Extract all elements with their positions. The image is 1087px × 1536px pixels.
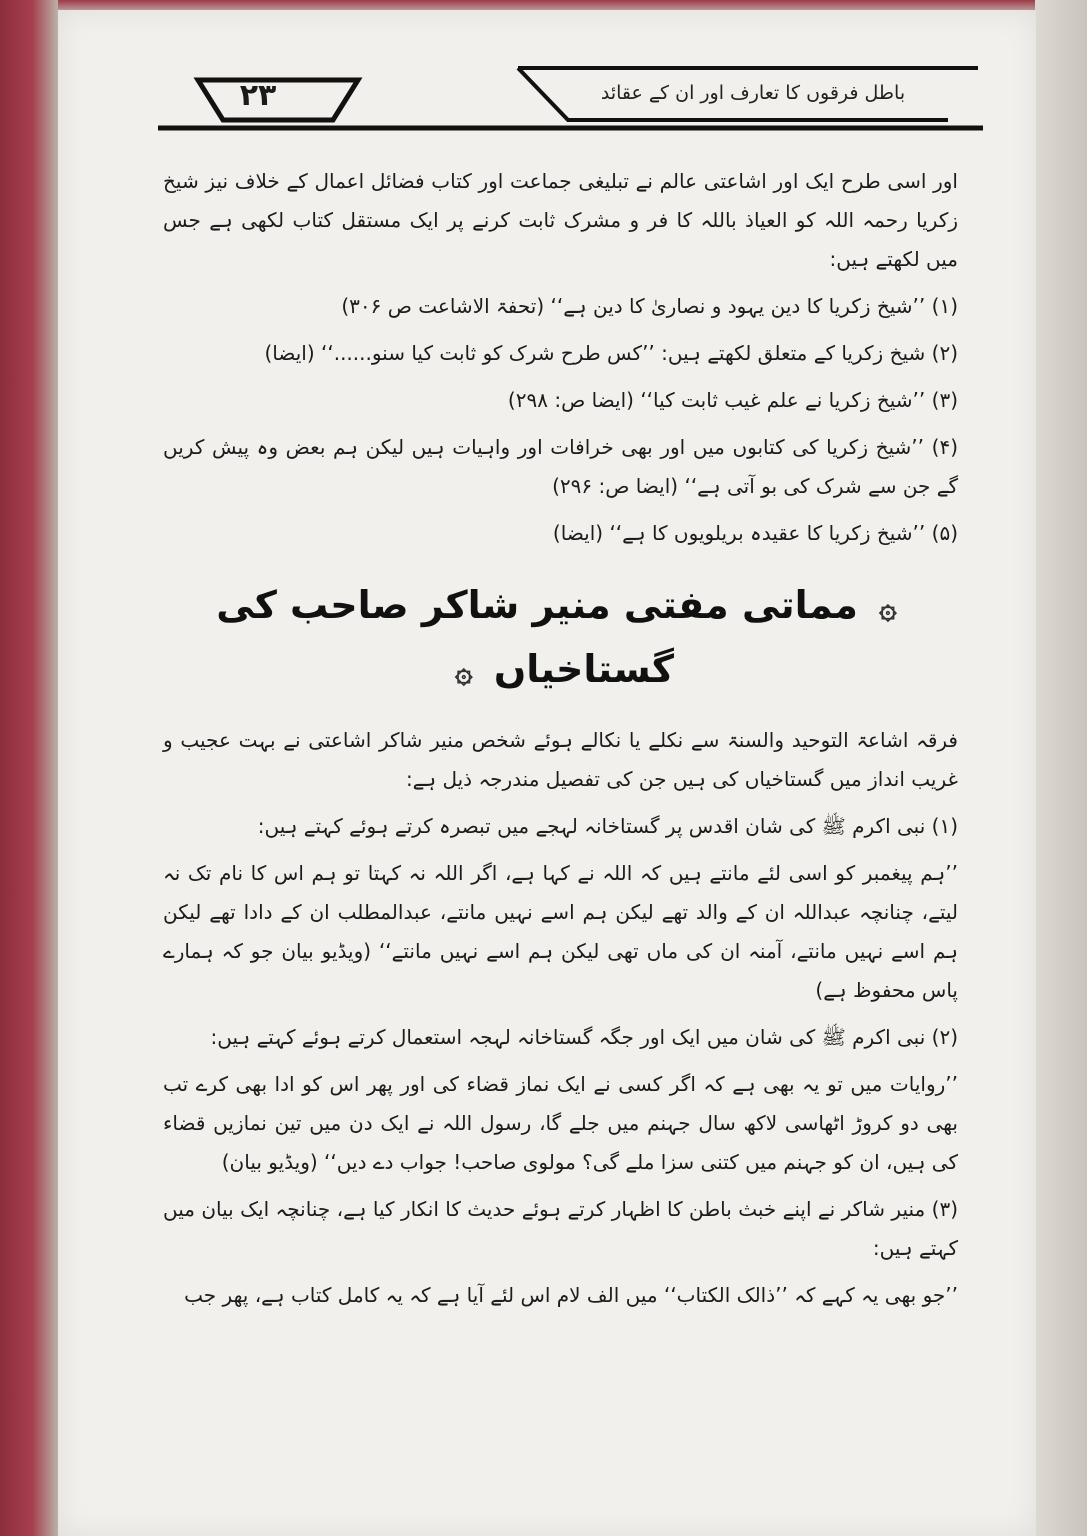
list-item: (۴) ’’شیخ زکریا کی کتابوں میں اور بھی خرافات اور واہیات ہیں لیکن ہم بعض وہ پیش کریں گے جن سے شرک کی بو آتی ہے‘‘ (ایضا ص: ۲۹۶) [163, 435, 958, 498]
section-title: مماتی مفتی منیر شاکر صاحب کی گستاخیاں [216, 583, 858, 691]
ornament-icon: ۞ [879, 591, 897, 626]
point-intro: (۲) نبی اکرم ﷺ کی شان میں ایک اور جگہ گستاخانہ لہجہ استعمال کرتے ہوئے کہتے ہیں: [210, 1025, 958, 1049]
quotation: ’’جو بھی یہ کہے کہ ’’ذالک الکتاب‘‘ میں الف لام اس لئے آیا ہے کہ یہ کامل کتاب ہے، پھر جب [184, 1283, 958, 1307]
quotation: ’’ہم پیغمبر کو اسی لئے مانتے ہیں کہ اللہ نے کہا ہے، اگر اللہ نہ کہتا تو ہم اس کا نام تک نہ لیتے، چنانچہ عبداللہ ان کے والد تھے لیکن ہم اسے نہیں مانتے، عبدالمطلب ان کے دادا تھے لیکن ہم اسے نہیں مانتے، آمنہ ان کی ماں تھی لیکن ہم اسے نہیں مانتے‘‘ (ویڈیو بیان جو کہ ہمارے پاس محفوظ ہے) [163, 861, 958, 1002]
list-item: (۵) ’’شیخ زکریا کا عقیدہ بریلویوں کا ہے‘‘ (ایضا) [552, 521, 958, 545]
list-item: (۲) شیخ زکریا کے متعلق لکھتے ہیں: ’’کس طرح شرک کو ثابت کیا سنو......‘‘ (ایضا) [264, 341, 958, 365]
point-intro: (۱) نبی اکرم ﷺ کی شان اقدس پر گستاخانہ لہجے میں تبصرہ کرتے ہوئے کہتے ہیں: [257, 814, 958, 838]
section-heading [163, 575, 958, 703]
page-body [163, 162, 958, 1323]
ornament-icon: ۞ [455, 655, 473, 690]
point-intro: (۳) منیر شاکر نے اپنے خبث باطن کا اظہار کرتے ہوئے حدیث کا انکار کیا ہے، چنانچہ ایک بیان میں کہتے ہیں: [163, 1197, 958, 1260]
page-header [158, 60, 983, 140]
running-head: باطل فرقوں کا تعارف اور ان کے عقائد [600, 82, 906, 104]
page-right-edge [1035, 0, 1087, 1536]
book-page [58, 10, 1036, 1536]
intro-paragraph: اور اسی طرح ایک اور اشاعتی عالم نے تبلیغی جماعت اور کتاب فضائل اعمال کے خلاف نیز شیخ زکریا رحمہ اللہ کو العیاذ باللہ کا فر و مشرک ثابت کرنے پر ایک مستقل کتاب لکھی ہے جس میں لکھتے ہیں: [163, 169, 958, 271]
book-spine-edge [0, 0, 58, 1536]
quotation: ’’روایات میں تو یہ بھی ہے کہ اگر کسی نے ایک نماز قضاء کی اور پھر اس کو ادا بھی کرے تب بھی دو کروڑ اٹھاسی لاکھ سال جہنم میں جلے گا، رسول اللہ نے ایک دن میں تین نمازیں قضاء کی ہیں، ان کو جہنم میں کتنی سزا ملے گی؟ مولوی صاحب! جواب دے دیں‘‘ (ویڈیو بیان) [163, 1072, 958, 1174]
section-intro: فرقہ اشاعۃ التوحید والسنۃ سے نکلے یا نکالے ہوئے شخص منیر شاکر اشاعتی نے بہت عجیب و غریب انداز میں گستاخیاں کی ہیں جن کی تفصیل مندرجہ ذیل ہے: [163, 728, 958, 791]
list-item: (۱) ’’شیخ زکریا کا دین یہود و نصاریٰ کا دین ہے‘‘ (تحفۃ الاشاعت ص ۳۰۶) [341, 294, 958, 318]
page-number: ۲۳ [239, 78, 277, 113]
list-item: (۳) ’’شیخ زکریا نے علم غیب ثابت کیا‘‘ (ایضا ص: ۲۹۸) [507, 388, 958, 412]
